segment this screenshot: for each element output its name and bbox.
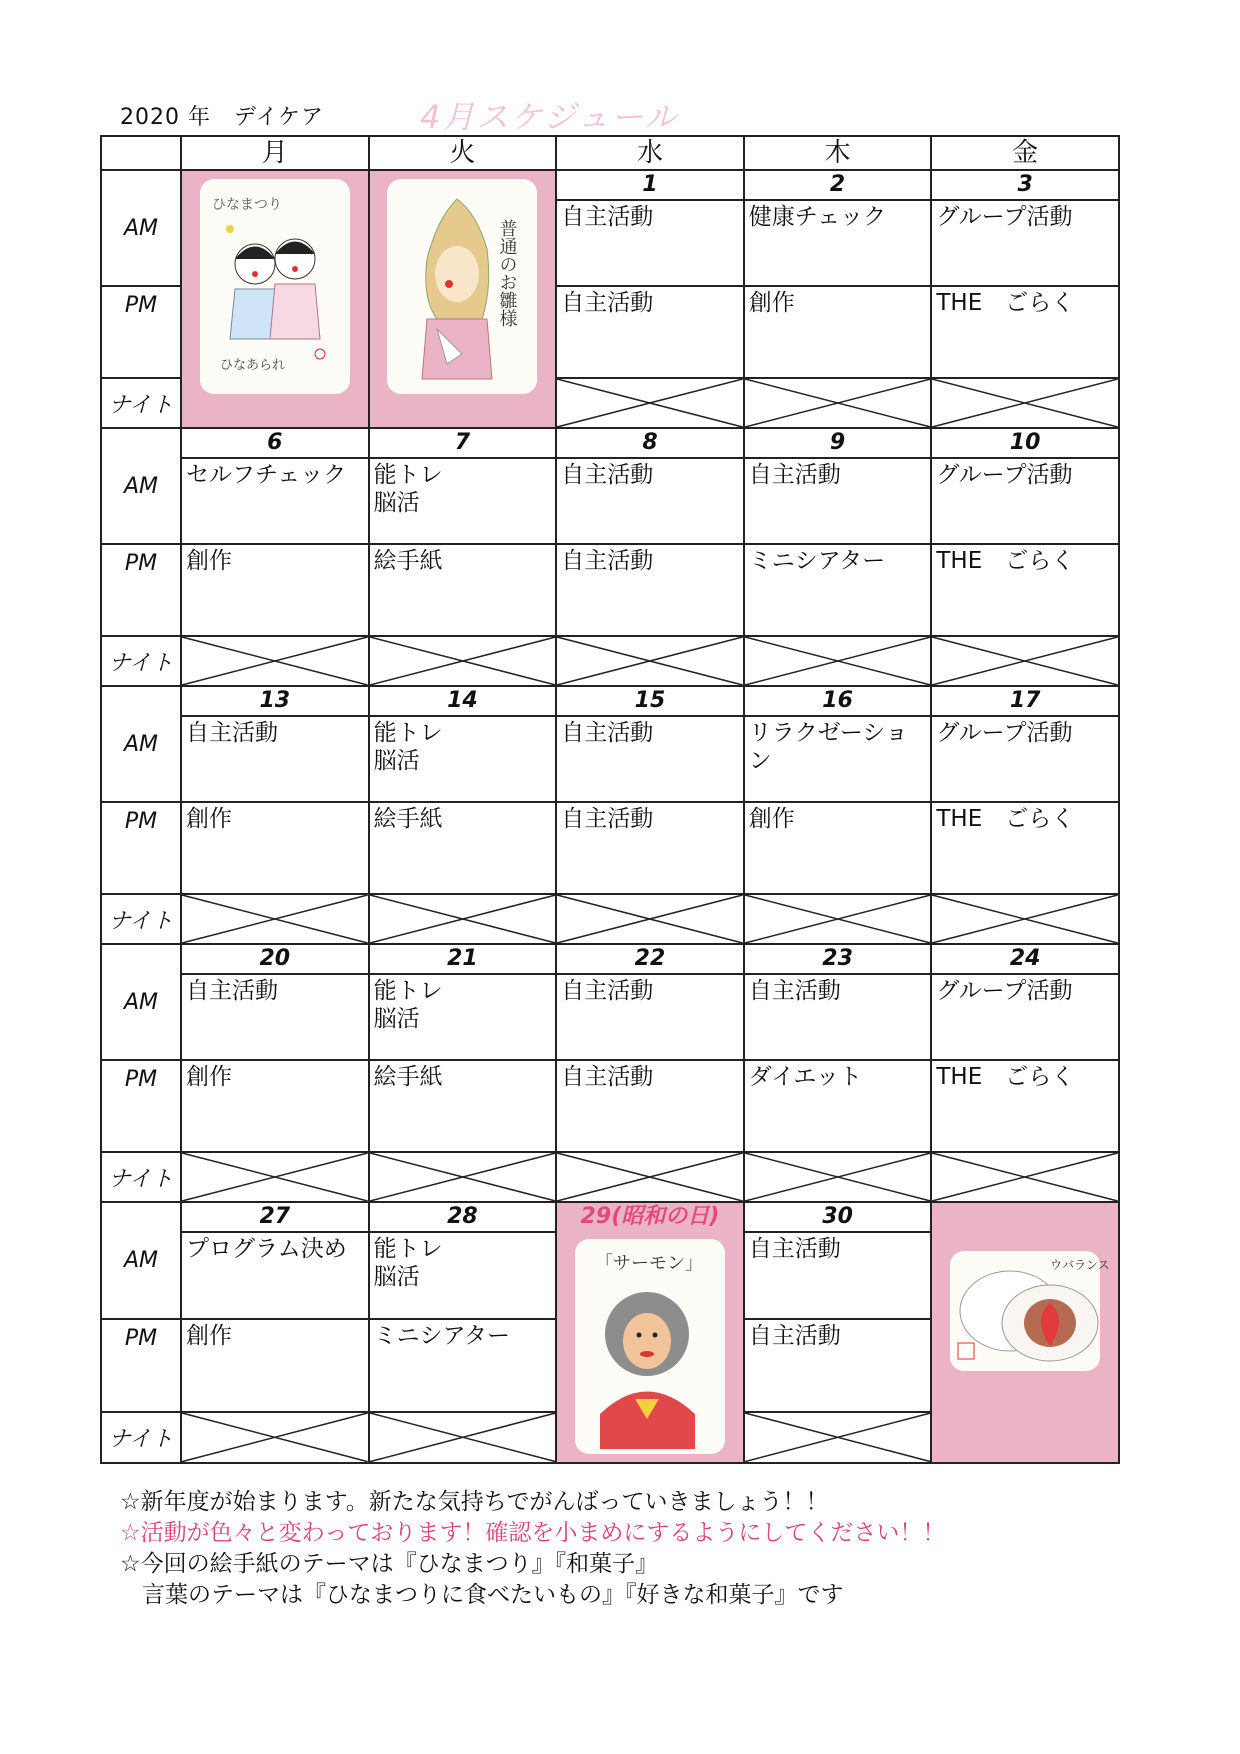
note-line: ☆今回の絵手紙のテーマは『ひなまつり』『和菓子』 (120, 1551, 659, 1577)
night-cell-unavailable (369, 636, 557, 686)
am-activity: 自主活動 (186, 978, 278, 1004)
date-number: 17 (1009, 688, 1041, 713)
date-number: 10 (1009, 430, 1041, 455)
date-number: 14 (447, 688, 478, 713)
night-label: ナイト (101, 1412, 181, 1463)
pm-activity-cell (931, 1060, 1119, 1152)
date-number: 6 (267, 430, 283, 455)
pm-activity-cell (369, 1319, 557, 1412)
date-cell (181, 428, 369, 458)
night-row (101, 894, 1119, 944)
corner-cell (101, 136, 181, 170)
date-cell (369, 686, 557, 716)
night-cell-unavailable (744, 1412, 932, 1463)
date-cell (931, 944, 1119, 974)
am-activity-cell (744, 200, 932, 286)
date-number: 7 (454, 430, 471, 455)
am-label (101, 944, 181, 1060)
night-cross-mark (745, 379, 931, 427)
date-number: 22 (634, 946, 666, 971)
pm-row (101, 544, 1119, 636)
am-activity-cell (931, 200, 1119, 286)
pm-activity-cell (181, 544, 369, 636)
salmon-card (575, 1239, 725, 1454)
pm-activity-cell (744, 544, 932, 636)
pm-activity-cell (369, 544, 557, 636)
night-cross-mark (182, 1153, 368, 1201)
pm-activity-cell (744, 802, 932, 894)
date-number: 15 (634, 688, 666, 713)
pm-activity: 自主活動 (561, 548, 654, 574)
am-label-text: AM (123, 1248, 159, 1274)
pm-activity: 自主活動 (561, 1064, 654, 1090)
picture-cell (931, 1202, 1119, 1463)
weekday-tue: 火 (369, 136, 557, 170)
date-cell (931, 428, 1119, 458)
am-activity: 自主活動 (748, 462, 841, 488)
pm-activity: 絵手紙 (373, 548, 443, 574)
date-cell (181, 686, 369, 716)
am-activity: グループ活動 (936, 978, 1073, 1004)
pm-activity-cell (931, 286, 1119, 378)
night-cross-mark (932, 637, 1118, 685)
night-cell-unavailable (369, 894, 557, 944)
date-number: 1 (642, 172, 658, 197)
date-cell (931, 686, 1119, 716)
night-cross-mark (557, 379, 743, 427)
am-label-text: AM (123, 215, 159, 241)
night-cell-unavailable (931, 636, 1119, 686)
date-number: 23 (822, 946, 853, 971)
night-cross-mark (182, 895, 368, 943)
date-cell (556, 944, 744, 974)
svg-text:「サーモン」: 「サーモン」 (594, 1253, 703, 1274)
date-cell (744, 170, 932, 200)
pm-activity: 絵手紙 (373, 806, 443, 832)
night-cross-mark (932, 379, 1118, 427)
am-row (101, 716, 1119, 802)
am-label (101, 1202, 181, 1319)
pm-label: PM (101, 1060, 181, 1152)
pm-activity: ダイエット (748, 1064, 862, 1090)
am-activity-cell (181, 974, 369, 1060)
date-number: 16 (822, 688, 853, 713)
date-cell (744, 944, 932, 974)
pm-label: PM (101, 1319, 181, 1412)
am-activity: 自主活動 (748, 978, 841, 1004)
am-label (101, 686, 181, 802)
pm-activity: THE ごらく (936, 548, 1075, 574)
date-cell (369, 428, 557, 458)
pm-activity: ミニシアター (748, 548, 886, 574)
am-activity-cell (556, 974, 744, 1060)
night-cell-unavailable (556, 894, 744, 944)
pm-activity-cell (556, 802, 744, 894)
am-activity: グループ活動 (936, 462, 1073, 488)
am-activity: 自主活動 (561, 978, 654, 1004)
pm-activity: 自主活動 (748, 1323, 841, 1350)
night-cell-unavailable (931, 378, 1119, 428)
am-activity-cell (744, 1232, 932, 1319)
pm-activity: 絵手紙 (373, 1064, 443, 1090)
pm-row (101, 1060, 1119, 1152)
pm-activity: 自主活動 (561, 290, 654, 316)
pm-activity-cell (556, 544, 744, 636)
night-cell-unavailable (181, 1152, 369, 1202)
calendar-table (100, 135, 1120, 1464)
pm-activity: 創作 (186, 1064, 232, 1090)
night-cell-unavailable (931, 1152, 1119, 1202)
pm-activity-cell (931, 544, 1119, 636)
am-activity: 自主活動 (186, 720, 278, 746)
svg-text:ウバランス: ウバランス (1050, 1258, 1110, 1272)
date-cell (556, 428, 744, 458)
night-cross-mark (557, 895, 743, 943)
night-cell-unavailable (744, 894, 932, 944)
pm-label: PM (101, 544, 181, 636)
date-cell (181, 944, 369, 974)
night-cell-unavailable (369, 1412, 557, 1463)
night-cross-mark (370, 895, 556, 943)
am-activity-cell (931, 716, 1119, 802)
date-cell (181, 1202, 369, 1232)
date-cell (556, 686, 744, 716)
night-cell-unavailable (744, 378, 932, 428)
night-cell-unavailable (744, 636, 932, 686)
svg-text:ひなあられ: ひなあられ (219, 358, 285, 373)
am-activity: 自主活動 (561, 462, 654, 488)
am-activity-cell (744, 458, 932, 544)
date-row (101, 944, 1119, 974)
date-number: 21 (447, 946, 478, 971)
night-row (101, 636, 1119, 686)
am-activity-cell (931, 458, 1119, 544)
am-label (101, 428, 181, 544)
pm-activity-cell (556, 286, 744, 378)
am-activity-cell (181, 716, 369, 802)
date-row (101, 170, 1119, 200)
salmon-card-illustration (575, 1239, 725, 1454)
note-line-warning: ☆活動が色々と変わっております！確認を小まめにするようにしてください！！ (120, 1520, 946, 1546)
night-cross-mark (932, 1153, 1118, 1201)
night-row (101, 1152, 1119, 1202)
pm-activity: 創作 (748, 806, 795, 832)
date-cell (744, 1202, 932, 1232)
am-activity-cell (369, 974, 557, 1060)
weekday-fri: 金 (931, 136, 1119, 170)
night-cross-mark (932, 895, 1118, 943)
pm-activity-cell (931, 802, 1119, 894)
pm-activity-cell (181, 1319, 369, 1412)
calendar-body (101, 170, 1119, 1463)
night-label: ナイト (101, 894, 181, 944)
pm-label: PM (101, 802, 181, 894)
am-activity: 健康チェック (748, 204, 887, 230)
date-row (101, 1202, 1119, 1232)
date-cell (744, 428, 932, 458)
am-activity-cell (931, 974, 1119, 1060)
page-title: 4月スケジュール (420, 98, 679, 136)
am-label (101, 170, 181, 286)
night-cross-mark (745, 895, 931, 943)
date-number: 13 (259, 688, 291, 713)
night-cell-unavailable (556, 636, 744, 686)
am-activity: 能トレ 脳活 (373, 720, 443, 774)
night-cell-unavailable (181, 1412, 369, 1463)
am-activity-cell (556, 716, 744, 802)
pm-activity-cell (181, 802, 369, 894)
date-number: 9 (829, 430, 846, 455)
am-row (101, 974, 1119, 1060)
picture-cell (369, 170, 557, 428)
am-activity: 自主活動 (561, 204, 654, 230)
date-cell (556, 170, 744, 200)
svg-text:普通のお雛様: 普通のお雛様 (496, 219, 518, 327)
weekday-mon: 月 (181, 136, 369, 170)
pm-activity-cell (556, 1060, 744, 1152)
night-cross-mark (745, 1413, 931, 1462)
am-activity: グループ活動 (936, 204, 1073, 230)
pm-activity: 自主活動 (561, 806, 654, 832)
pm-row (101, 802, 1119, 894)
night-cell-unavailable (931, 894, 1119, 944)
night-cross-mark (745, 1153, 931, 1201)
pm-activity-cell (744, 1060, 932, 1152)
date-number: 30 (822, 1204, 853, 1229)
am-activity: 能トレ 脳活 (373, 1236, 443, 1291)
weekday-wed: 水 (556, 136, 744, 170)
am-activity-cell (744, 974, 932, 1060)
am-activity: プログラム決め (186, 1236, 347, 1263)
am-activity: 自主活動 (561, 720, 654, 746)
night-label: ナイト (101, 1152, 181, 1202)
night-cross-mark (370, 1413, 556, 1462)
pm-activity: 創作 (186, 548, 232, 574)
date-cell (369, 944, 557, 974)
am-activity-cell (181, 1232, 369, 1319)
strawberry-daifuku-card-illustration (950, 1251, 1110, 1371)
notes (120, 1487, 945, 1611)
note-line: 言葉のテーマは『ひなまつりに食べたいもの』『好きな和菓子』です (142, 1582, 844, 1608)
am-activity-cell (369, 458, 557, 544)
am-activity: 自主活動 (748, 1236, 841, 1263)
night-cross-mark (182, 637, 368, 685)
date-row (101, 686, 1119, 716)
night-label: ナイト (101, 378, 181, 428)
date-number: 24 (1009, 946, 1041, 971)
am-label-text: AM (123, 989, 159, 1015)
picture-cell (556, 1202, 744, 1463)
night-label: ナイト (101, 636, 181, 686)
pm-activity: THE ごらく (936, 290, 1075, 316)
futsuu-no-ohina-card (387, 179, 537, 394)
date-number: 29(昭和の日) (580, 1204, 720, 1229)
pm-activity: 創作 (748, 290, 795, 316)
picture-cell (181, 170, 369, 428)
date-number: 8 (642, 430, 658, 455)
pm-activity-cell (369, 802, 557, 894)
night-cross-mark (370, 1153, 556, 1201)
night-cross-mark (745, 637, 931, 685)
date-number: 20 (259, 946, 291, 971)
am-activity: 能トレ 脳活 (373, 978, 443, 1032)
night-cross-mark (182, 1413, 368, 1462)
night-cell-unavailable (556, 378, 744, 428)
strawberry-daifuku-card (950, 1251, 1110, 1371)
pm-activity: 創作 (186, 1323, 232, 1350)
note-line: ☆新年度が始まります。新たな気持ちでがんばっていきましょう！！ (120, 1489, 829, 1515)
pm-label: PM (101, 286, 181, 378)
am-activity-cell (369, 1232, 557, 1319)
night-cell-unavailable (744, 1152, 932, 1202)
am-activity: グループ活動 (936, 720, 1073, 746)
night-cell-unavailable (181, 894, 369, 944)
pm-activity: 創作 (186, 806, 232, 832)
pm-activity-cell (369, 1060, 557, 1152)
am-activity-cell (556, 458, 744, 544)
date-cell (931, 170, 1119, 200)
date-row (101, 428, 1119, 458)
pm-activity-cell (744, 286, 932, 378)
am-activity-cell (556, 200, 744, 286)
night-cell-unavailable (181, 636, 369, 686)
am-activity-cell (744, 716, 932, 802)
weekday-thu: 木 (744, 136, 932, 170)
date-cell (369, 1202, 557, 1232)
night-cross-mark (557, 637, 743, 685)
pm-activity-cell (181, 1060, 369, 1152)
am-activity: リラクゼーション (748, 720, 908, 774)
year-label: 2020 年 デイケア (120, 105, 325, 130)
pm-activity: THE ごらく (936, 806, 1075, 832)
hina-dolls-card-illustration (200, 179, 350, 394)
am-label-text: AM (123, 473, 159, 499)
futsuu-no-ohina-card-illustration (387, 179, 537, 394)
night-cell-unavailable (369, 1152, 557, 1202)
am-row (101, 458, 1119, 544)
date-number: 28 (447, 1204, 478, 1229)
am-activity-cell (369, 716, 557, 802)
hina-dolls-card (200, 179, 350, 394)
night-cell-unavailable (556, 1152, 744, 1202)
night-cross-mark (370, 637, 556, 685)
pm-activity-cell (744, 1319, 932, 1412)
date-cell (744, 686, 932, 716)
pm-activity: THE ごらく (936, 1064, 1075, 1090)
am-activity: セルフチェック (186, 462, 347, 488)
am-label-text: AM (123, 731, 159, 757)
date-number: 27 (259, 1204, 291, 1229)
pm-activity: ミニシアター (373, 1323, 510, 1350)
date-number: 3 (1017, 172, 1033, 197)
am-activity-cell (181, 458, 369, 544)
svg-text:ひなまつり: ひなまつり (211, 197, 282, 213)
date-number: 2 (829, 172, 846, 197)
weekday-header-row (101, 136, 1119, 170)
night-cross-mark (557, 1153, 743, 1201)
am-activity: 能トレ 脳活 (373, 462, 443, 516)
